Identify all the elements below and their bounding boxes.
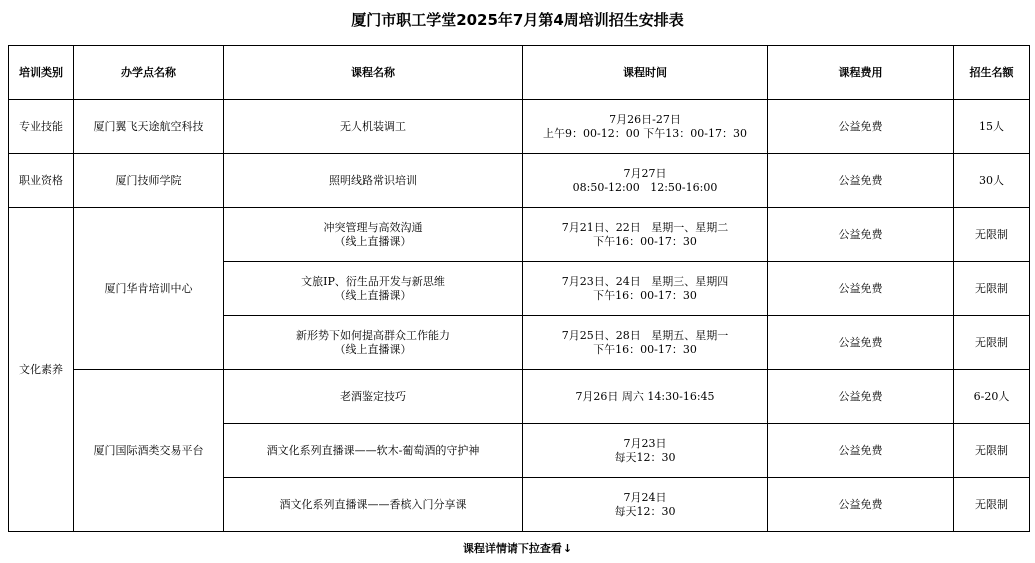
header-school: 办学点名称 (74, 46, 224, 100)
time-cell (523, 316, 768, 370)
quota-cell: 6-20人 (954, 370, 1030, 424)
time-cell (523, 100, 768, 154)
time-cell (523, 208, 768, 262)
table-row (9, 100, 1030, 154)
time-line: 每天12：30 (614, 504, 676, 518)
category-cell: 职业资格 (9, 154, 74, 208)
time-line: 每天12：30 (614, 450, 676, 464)
fee-cell: 公益免费 (768, 316, 954, 370)
course-cell (224, 100, 523, 154)
course-name: 新形势下如何提高群众工作能力 (296, 328, 450, 342)
school-cell: 厦门国际酒类交易平台 (74, 370, 224, 532)
time-line: 下午16：00-17：30 (593, 234, 697, 248)
fee-cell: 公益免费 (768, 478, 954, 532)
quota-cell: 30人 (954, 154, 1030, 208)
course-cell (224, 478, 523, 532)
course-name: 酒文化系列直播课——香槟入门分享课 (279, 497, 467, 511)
school-cell: 厦门翼飞天途航空科技 (74, 100, 224, 154)
time-line: 7月26日 周六 14:30-16:45 (575, 389, 715, 403)
arrow-down-icon: ↓ (562, 542, 573, 555)
fee-cell: 公益免费 (768, 208, 954, 262)
table-row (9, 370, 1030, 424)
course-note: （线上直播课） (334, 342, 412, 356)
time-cell (523, 478, 768, 532)
time-line: 7月23日 (623, 436, 667, 450)
quota-cell: 无限制 (954, 478, 1030, 532)
quota-cell: 15人 (954, 100, 1030, 154)
training-schedule-table (8, 45, 1030, 532)
page-title: 厦门市职工学堂2025年7月第4周培训招生安排表 (351, 11, 684, 29)
scroll-hint-text: 课程详情请下拉查看 (462, 542, 562, 555)
course-cell (224, 154, 523, 208)
fee-cell: 公益免费 (768, 370, 954, 424)
quota-cell: 无限制 (954, 316, 1030, 370)
time-line: 7月25日、28日 星期五、星期一 (561, 328, 729, 342)
time-cell (523, 262, 768, 316)
school-cell: 厦门华肯培训中心 (74, 208, 224, 370)
time-line: 7月27日 (623, 166, 667, 180)
time-line: 08:50-12:00 12:50-16:00 (572, 180, 718, 194)
course-name: 冲突管理与高效沟通 (323, 220, 423, 234)
course-cell (224, 370, 523, 424)
header-category: 培训类别 (9, 46, 74, 100)
course-name: 文旅IP、衍生品开发与新思维 (301, 274, 445, 288)
time-line: 7月21日、22日 星期一、星期二 (561, 220, 729, 234)
course-cell (224, 262, 523, 316)
time-cell (523, 370, 768, 424)
fee-cell: 公益免费 (768, 262, 954, 316)
course-name: 酒文化系列直播课——软木-葡萄酒的守护神 (266, 443, 480, 457)
course-name: 照明线路常识培训 (329, 173, 417, 187)
fee-cell: 公益免费 (768, 424, 954, 478)
quota-cell: 无限制 (954, 424, 1030, 478)
course-cell (224, 208, 523, 262)
time-cell (523, 154, 768, 208)
course-note: （线上直播课） (334, 288, 412, 302)
time-line: 7月26日-27日 (609, 112, 681, 126)
course-name: 无人机装调工 (340, 119, 406, 133)
time-line: 下午16：00-17：30 (593, 342, 697, 356)
quota-cell: 无限制 (954, 262, 1030, 316)
course-cell (224, 424, 523, 478)
fee-cell: 公益免费 (768, 100, 954, 154)
quota-cell: 无限制 (954, 208, 1030, 262)
category-cell: 文化素养 (9, 208, 74, 532)
header-fee: 课程费用 (768, 46, 954, 100)
school-cell: 厦门技师学院 (74, 154, 224, 208)
time-line: 7月24日 (623, 490, 667, 504)
category-cell: 专业技能 (9, 100, 74, 154)
course-name: 老酒鉴定技巧 (340, 389, 406, 403)
time-line: 7月23日、24日 星期三、星期四 (561, 274, 729, 288)
time-cell (523, 424, 768, 478)
scroll-hint (0, 541, 1035, 557)
time-line: 上午9：00-12：00 下午13：00-17：30 (543, 126, 747, 140)
time-line: 下午16：00-17：30 (593, 288, 697, 302)
header-time: 课程时间 (523, 46, 768, 100)
course-note: （线上直播课） (334, 234, 412, 248)
header-quota: 招生名额 (954, 46, 1030, 100)
fee-cell: 公益免费 (768, 154, 954, 208)
table-row (9, 208, 1030, 262)
table-header-row (9, 46, 1030, 100)
course-cell (224, 316, 523, 370)
table-row (9, 154, 1030, 208)
header-course: 课程名称 (224, 46, 523, 100)
